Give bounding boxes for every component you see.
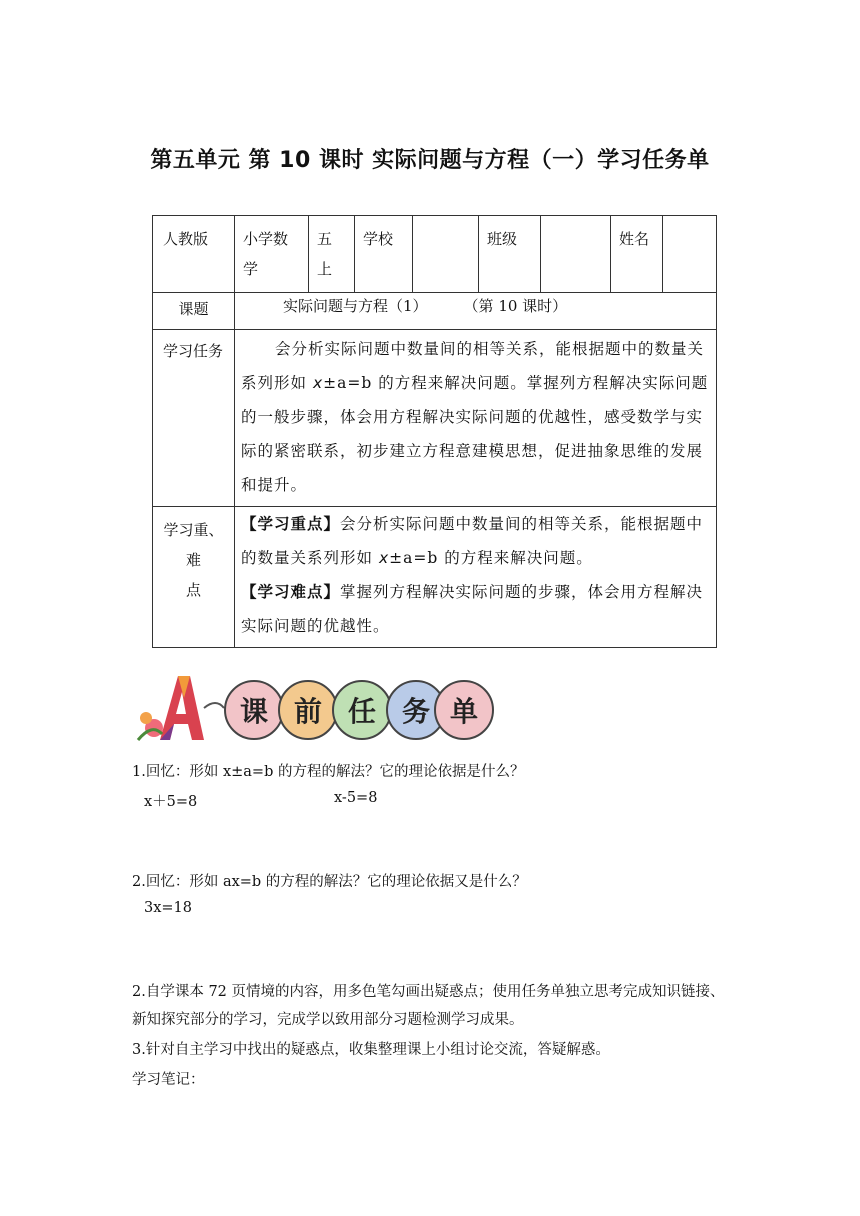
topic-label-cell: 课题	[153, 293, 235, 330]
name-input-cell[interactable]	[663, 216, 717, 293]
question-3-line-1: 2.自学课本 72 页情境的内容，用多色笔勾画出疑惑点；使用任务单独立思考完成知识链接、	[132, 984, 725, 1000]
task-content-cell	[235, 330, 717, 507]
question-1: 1.回忆：形如 x±a=b 的方程的解法？它的理论依据是什么？	[132, 764, 525, 780]
key-content-cell	[235, 507, 717, 648]
topic-value-cell	[235, 293, 717, 330]
pre-class-task-banner	[132, 668, 492, 746]
key-label-cell: 学习重、难 点	[153, 507, 235, 648]
question-4: 3.针对自主学习中找出的疑惑点，收集整理课上小组讨论交流，答疑解惑。	[132, 1042, 610, 1058]
study-notes-label: 学习笔记：	[132, 1072, 205, 1088]
banner-char-1: 课	[224, 680, 284, 740]
banner-char-4: 务	[386, 680, 446, 740]
topic-value: 实际问题与方程（1）	[283, 297, 428, 315]
school-label-cell: 学校	[355, 216, 413, 293]
publisher-cell: 人教版	[153, 216, 235, 293]
question-2-eq: 3x=18	[144, 900, 193, 916]
grade-cell: 五上	[309, 216, 355, 293]
question-1-eq-1: x＋5=8	[144, 794, 198, 810]
question-3-line-2: 新知探究部分的学习，完成学以致用部分习题检测学习成果。	[132, 1012, 524, 1028]
letter-a-logo	[132, 668, 232, 746]
task-label-cell: 学习任务	[153, 330, 235, 507]
banner-char-2: 前	[278, 680, 338, 740]
task-text: 会分析实际问题中数量间的相等关系，能根据题中的数量关 系列形如 x±a=b 的方程来解决问题。掌握列方程解决实际问题 的一般步骤，体会用方程解决实际问题的优越性，感受数学与实 际的紧密联系，初步建立方程意建模思想，促进抽象思维的发展 和提升。	[241, 340, 709, 494]
key-text: 【学习重点】会分析实际问题中数量间的相等关系，能根据题中 的数量关系列形如 x±a=b 的方程来解决问题。 【学习难点】掌握列方程解决实际问题的步骤，体会用方程解决 实际问题的优越性。	[241, 515, 704, 635]
class-input-cell[interactable]	[541, 216, 611, 293]
question-2: 2.回忆：形如 ax=b 的方程的解法？它的理论依据又是什么？	[132, 874, 527, 890]
lesson-number: （第 10 课时）	[463, 297, 568, 315]
school-input-cell[interactable]	[413, 216, 479, 293]
class-label-cell: 班级	[479, 216, 541, 293]
banner-char-3: 任	[332, 680, 392, 740]
name-label-cell: 姓名	[611, 216, 663, 293]
question-1-eq-2: x-5=8	[334, 790, 378, 806]
subject-cell: 小学数学	[235, 216, 309, 293]
info-table	[152, 215, 717, 648]
page-title: 第五单元 第 10 课时 实际问题与方程（一）学习任务单	[150, 148, 710, 173]
banner-char-5: 单	[434, 680, 494, 740]
